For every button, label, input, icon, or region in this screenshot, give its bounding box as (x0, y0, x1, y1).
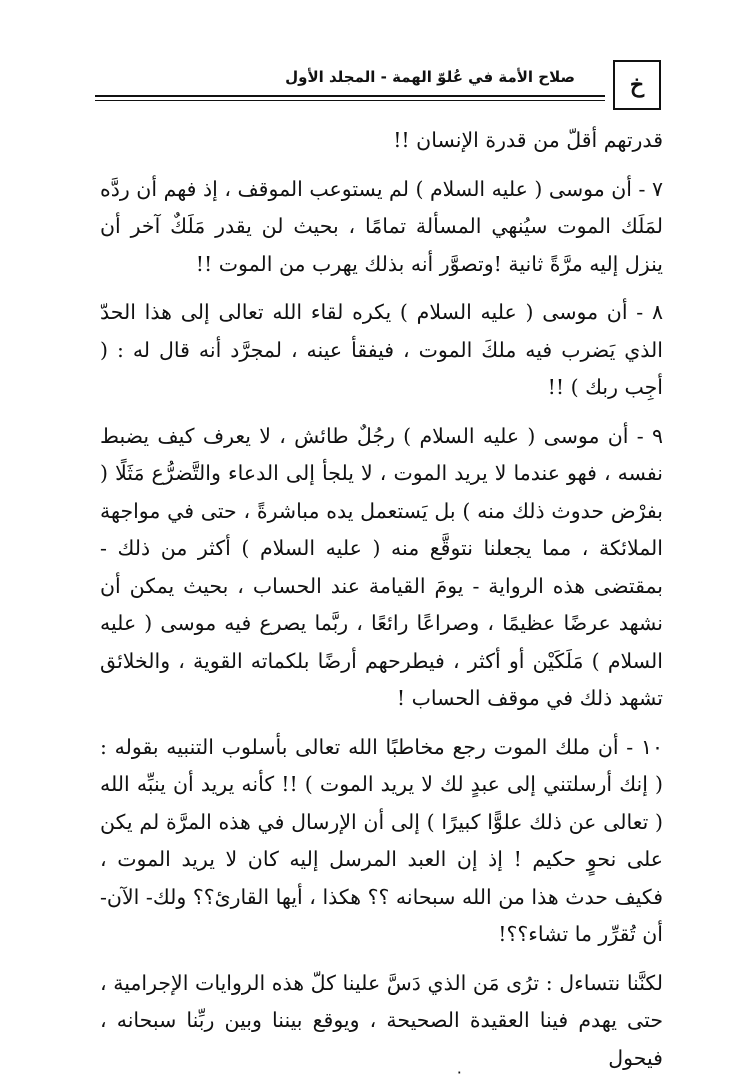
body-text (100, 122, 663, 1077)
running-title: صلاح الأمة في عُلوّ الهمة - المجلد الأول (285, 68, 575, 86)
paragraph-intro: قدرتهم أقلّ من قدرة الإنسان !! (393, 128, 663, 152)
paragraph-point-7: ٧ - أن موسى ( عليه السلام ) لم يستوعب الموقف ، إذ فهم أن ردَّه لمَلَك الموت سيُنهي المسألة تمامًا ، بحيث لن يقدر مَلَكٌ آخر أن ينزل إليه مرَّةً ثانية !وتصوَّر أنه بذلك يهرب من الموت !! (100, 176, 663, 276)
paragraph-conclusion: لكنَّنا نتساءل : ترُى مَن الذي دَسَّ علينا كلّ هذه الروايات الإجرامية ، حتى يهدم فينا العقيدة الصحيحة ، ويوقع بيننا وبين ربِّنا سبحانه ، فيحول (100, 970, 663, 1070)
paragraph-point-8: ٨ - أن موسى ( عليه السلام ) يكره لقاء الله تعالى إلى هذا الحدّ الذي يَضرب فيه ملكَ الموت ، فيفقأ عينه ، لمجرَّد أنه قال له : ( أجِب ربك ) !! (100, 300, 663, 399)
header-rule (95, 95, 605, 97)
page-header (95, 60, 661, 120)
paragraph-point-9: ٩ - أن موسى ( عليه السلام ) رجُلٌ طائش ، لا يعرف كيف يضبط نفسه ، فهو عندما لا يريد الموت ، لا يلجأ إلى الدعاء والتَّضرُّع مَثَلًا ( بفرْض حدوث ذلك منه ) بل يَستعمل يده مباشرةً ، حتى في مواجهة الملائكة ، مما يجعلنا نتوقَّع منه ( عليه السلام ) أكثر من ذلك - بمقتضى هذه الرواية - يومَ القيامة عند الحساب ، بحيث يمكن أن نشهد عرضًا عظيمًا ، وصراعًا رائعًا ، ربَّما يصرع فيه موسى ( عليه السلام ) مَلَكَيْن أو أكثر ، فيطرحهم أرضًا بلكماته القوية ، والخلائق تشهد ذلك في موقف الحساب ! (100, 423, 663, 710)
paragraph-point-10: ١٠ - أن ملك الموت رجع مخاطبًا الله تعالى بأسلوب التنبيه بقوله : ( إنك أرسلتني إلى عبدٍ لك لا يريد الموت ) !! كأنه يريد أن ينبِّه الله ( تعالى عن ذلك علوًّا كبيرًا ) إلى أن الإرسال في هذه المرَّة لم يكن على نحوٍ حكيم ! إذ إن العبد المرسل إليه كان لا يريد الموت ، فكيف حدث هذا من الله سبحانه ؟؟ هكذا ، أيها القارئ؟؟ ولك- الآن- أن تُقرِّر ما تشاء؟؟! (100, 734, 663, 946)
page-letter: خ (629, 72, 645, 98)
header-rule-thin (95, 100, 605, 101)
page-number-box (613, 60, 661, 110)
footer-mark: ٠ (455, 1062, 464, 1081)
